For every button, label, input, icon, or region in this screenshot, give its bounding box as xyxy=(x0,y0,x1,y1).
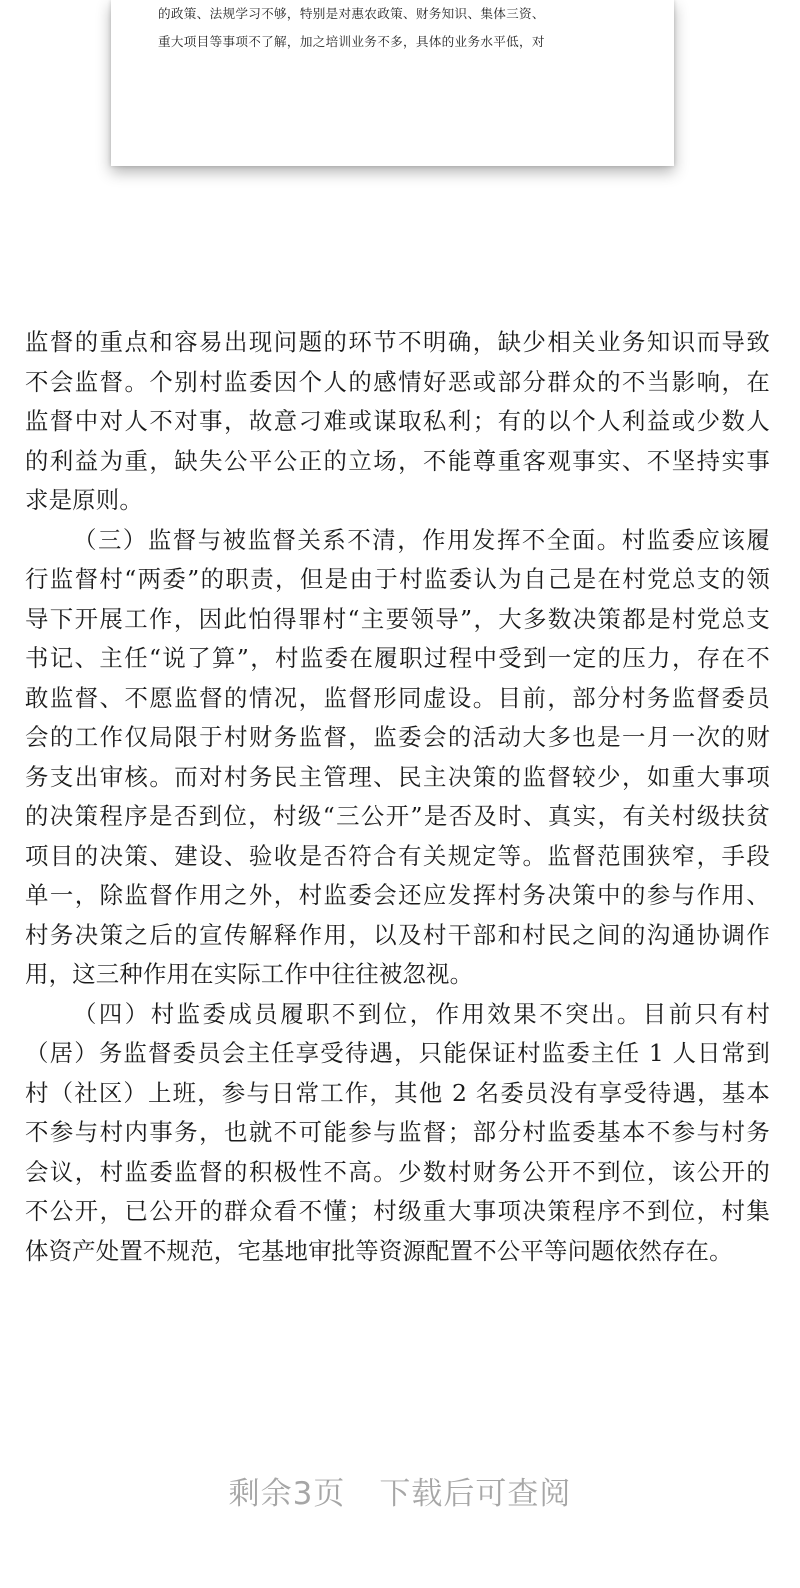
text-line: 单一，除监督作用之外，村监委会还应发挥村务决策中的参与作用、 xyxy=(25,881,770,909)
text-line: 行监督村“两委”的职责，但是由于村监委认为自己是在村党总支的领 xyxy=(25,565,770,593)
text-line: 会议，村监委监督的积极性不高。少数村财务公开不到位，该公开的 xyxy=(25,1157,770,1186)
text-line: 不参与村内事务，也就不可能参与监督；部分村监委基本不参与村务 xyxy=(25,1118,770,1146)
text-line: 监督中对人不对事，故意刁难或谋取私利；有的以个人利益或少数人 xyxy=(25,407,770,435)
paragraph-start-line: （四）村监委成员履职不到位，作用效果不突出。目前只有村 xyxy=(73,999,770,1028)
preview-text-line: 的政策、法规学习不够，特别是对惠农政策、财务知识、集体三资、 xyxy=(158,6,545,21)
text-line: 务支出审核。而对村务民主管理、民主决策的监督较少，如重大事项 xyxy=(25,762,770,791)
text-line: 用，这三种作用在实际工作中往往被忽视。 xyxy=(25,960,474,988)
remaining-pages-text: 剩余3页 xyxy=(228,1476,346,1512)
text-line: 导下开展工作，因此怕得罪村“主要领导”，大多数决策都是村党总支 xyxy=(25,604,770,633)
text-line: 项目的决策、建设、验收是否符合有关规定等。监督范围狭窄，手段 xyxy=(25,841,770,870)
text-line: 求是原则。 xyxy=(25,486,143,514)
download-prompt[interactable] xyxy=(0,1468,800,1513)
text-line: 体资产处置不规范，宅基地审批等资源配置不公平等问题依然存在。 xyxy=(25,1236,733,1265)
previous-page-preview xyxy=(111,0,674,166)
text-line: 不会监督。个别村监委因个人的感情好恶或部分群众的不当影响，在 xyxy=(25,367,770,396)
text-line: 村（社区）上班，参与日常工作，其他 2 名委员没有享受待遇，基本 xyxy=(25,1078,770,1107)
text-line: 不公开，已公开的群众看不懂；村级重大事项决策程序不到位，村集 xyxy=(25,1197,770,1225)
text-line: 村务决策之后的宣传解释作用，以及村干部和村民之间的沟通协调作 xyxy=(25,920,770,949)
paragraph-start-line: （三）监督与被监督关系不清，作用发挥不全面。村监委应该履 xyxy=(73,525,770,554)
text-line: 的决策程序是否到位，村级“三公开”是否及时、真实，有关村级扶贫 xyxy=(25,802,770,830)
text-line: 敢监督、不愿监督的情况，监督形同虚设。目前，部分村务监督委员 xyxy=(25,683,770,712)
text-line: 书记、主任“说了算”，村监委在履职过程中受到一定的压力，存在不 xyxy=(25,644,770,672)
text-line: 的利益为重，缺失公平公正的立场，不能尊重客观事实、不坚持实事 xyxy=(25,446,770,475)
preview-text-line: 重大项目等事项不了解，加之培训业务不多，具体的业务水平低，对 xyxy=(158,34,545,49)
download-to-view-text: 下载后可查阅 xyxy=(379,1476,572,1512)
document-body xyxy=(25,323,770,1271)
text-line: （居）务监督委员会主任享受待遇，只能保证村监委主任 1 人日常到 xyxy=(25,1039,770,1067)
text-line: 会的工作仅局限于村财务监督，监委会的活动大多也是一月一次的财 xyxy=(25,723,770,751)
text-line: 监督的重点和容易出现问题的环节不明确，缺少相关业务知识而导致 xyxy=(25,328,770,356)
